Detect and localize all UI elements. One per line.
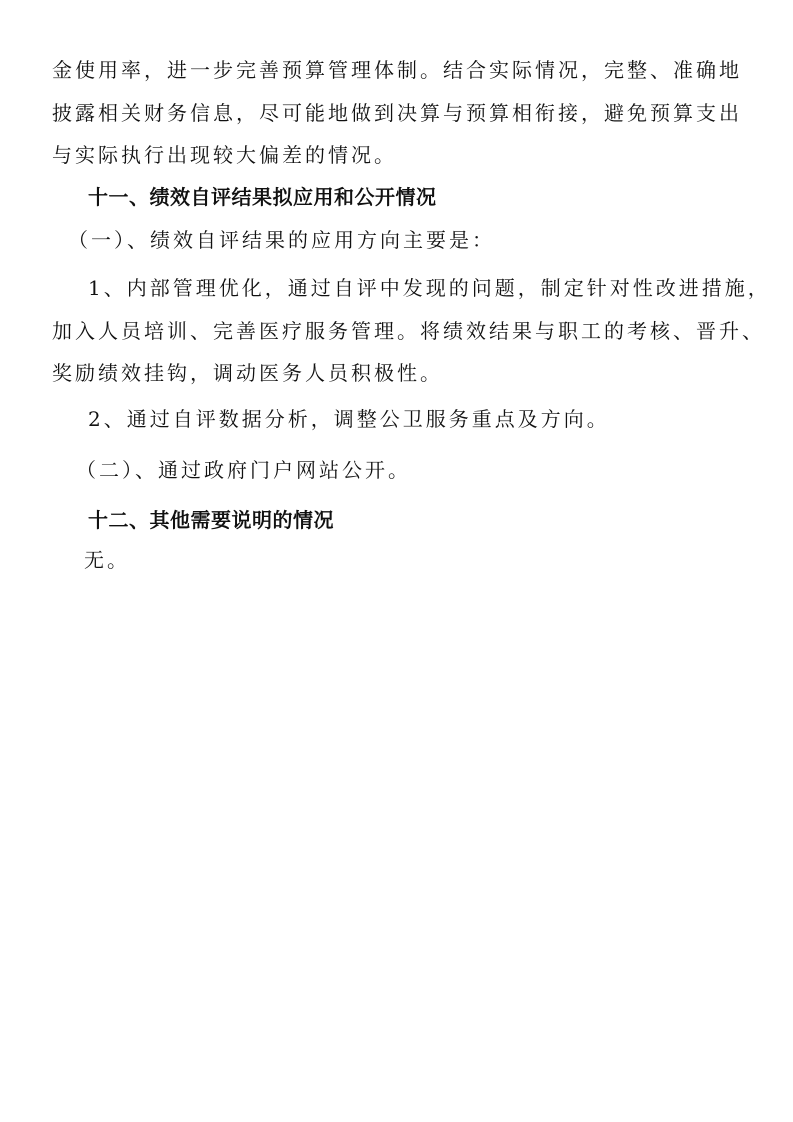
paragraph-line: 披露相关财务信息，尽可能地做到决算与预算相衔接，避免预算支出 (52, 101, 742, 125)
subsection-heading-1: （一）、绩效自评结果的应用方向主要是： (68, 228, 495, 252)
paragraph-line: 与实际执行出现较大偏差的情况。 (52, 143, 397, 167)
list-item-1-line: 1、内部管理优化，通过自评中发现的问题，制定针对性改进措施， (88, 276, 771, 300)
list-item-2: 2、通过自评数据分析，调整公卫服务重点及方向。 (88, 407, 610, 431)
subsection-heading-2: （二）、通过政府门户网站公开。 (76, 458, 411, 482)
section-heading-11: 十一、绩效自评结果拟应用和公开情况 (88, 185, 437, 209)
list-item-1-line: 奖励绩效挂钩，调动医务人员积极性。 (52, 361, 443, 385)
none-text: 无。 (84, 548, 130, 572)
paragraph-line: 金使用率，进一步完善预算管理体制。结合实际情况，完整、准确地 (52, 58, 742, 82)
section-heading-12: 十二、其他需要说明的情况 (88, 508, 334, 532)
list-item-1-line: 加入人员培训、完善医疗服务管理。将绩效结果与职工的考核、晋升、 (52, 319, 765, 343)
